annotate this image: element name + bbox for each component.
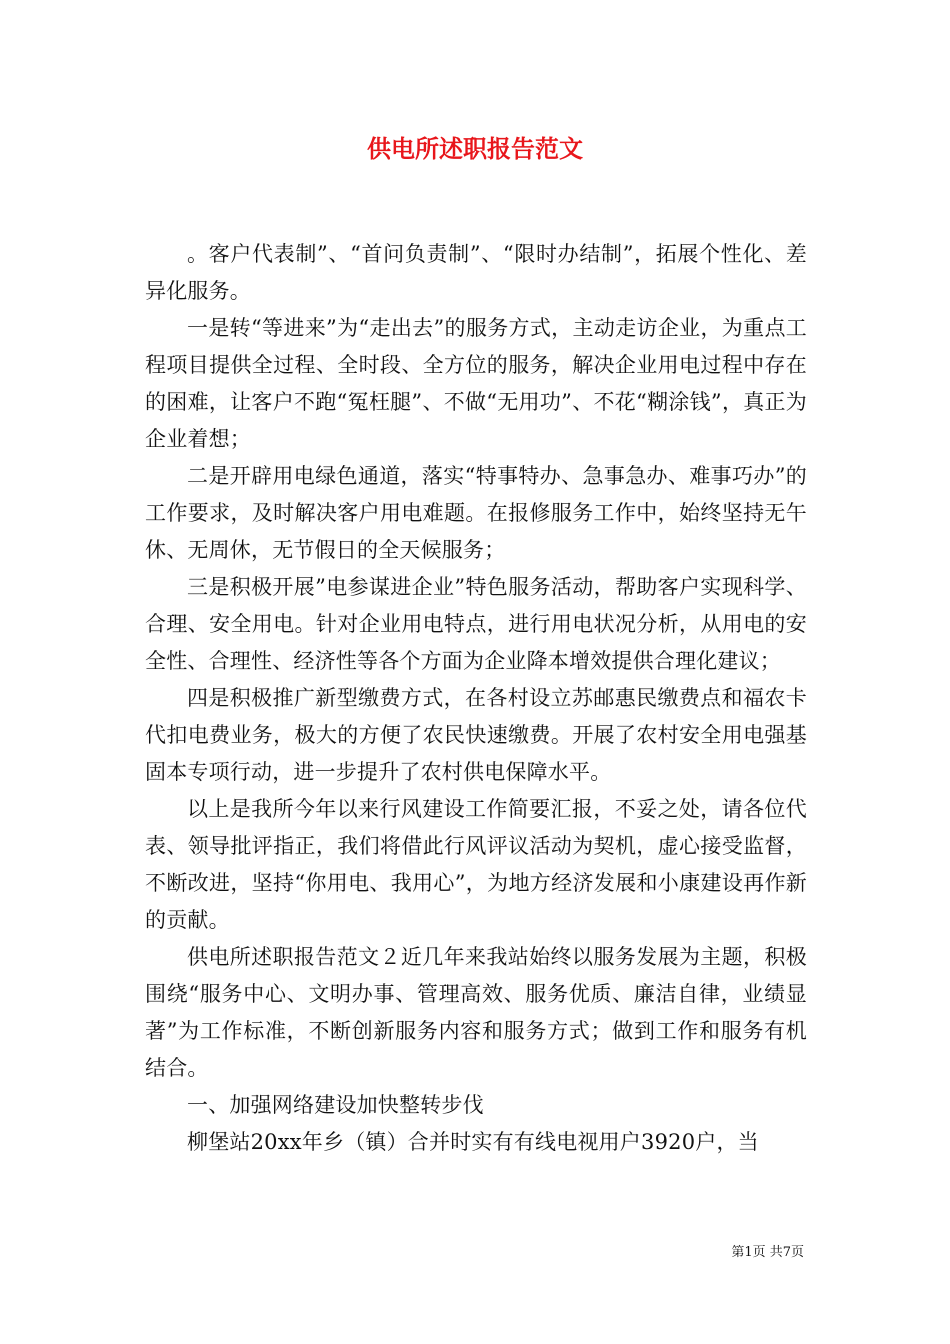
- paragraph: 二是开辟用电绿色通道，落实“特事特办、急事急办、难事巧办”的工作要求，及时解决客户用电难题。在报修服务工作中，始终坚持无午休、无周休，无节假日的全天候服务；: [145, 464, 807, 562]
- document-title: 供电所述职报告范文: [367, 134, 583, 163]
- paragraph: 三是积极开展”电参谋进企业”特色服务活动，帮助客户实现科学、合理、安全用电。针对企业用电特点，进行用电状况分析，从用电的安全性、合理性、经济性等各个方面为企业降本增效提供合理化建议；: [145, 575, 807, 673]
- paragraph: 供电所述职报告范文２近几年来我站始终以服务发展为主题，积极围绕“服务中心、文明办事、管理高效、服务优质、廉洁自律，业绩显著”为工作标准，不断创新服务内容和服务方式；做到工作和服务有机结合。: [145, 945, 807, 1080]
- page-number: 第1页 共7页: [731, 1245, 804, 1260]
- paragraph: 一是转“等进来”为“走出去”的服务方式，主动走访企业，为重点工程项目提供全过程、全时段、全方位的服务，解决企业用电过程中存在的困难，让客户不跑“冤枉腿”、不做“无用功”、不花“糊涂钱”，真正为企业着想；: [145, 316, 807, 451]
- paragraph: 以上是我所今年以来行风建设工作简要汇报，不妥之处，请各位代表、领导批评指正，我们将借此行风评议活动为契机，虚心接受监督，不断改进，坚持“你用电、我用心”，为地方经济发展和小康建设再作新的贡献。: [145, 797, 807, 932]
- section-heading: 一、加强网络建设加快整转步伐: [187, 1093, 484, 1117]
- document-body: [145, 236, 807, 1161]
- paragraph: 柳堡站20xx年乡（镇）合并时实有有线电视用户3920户，当: [187, 1130, 759, 1154]
- paragraph: 。客户代表制”、“首问负责制”、“限时办结制”，拓展个性化、差异化服务。: [145, 242, 807, 303]
- paragraph: 四是积极推广新型缴费方式，在各村设立苏邮惠民缴费点和福农卡代扣电费业务，极大的方便了农民快速缴费。开展了农村安全用电强基固本专项行动，进一步提升了农村供电保障水平。: [145, 686, 807, 784]
